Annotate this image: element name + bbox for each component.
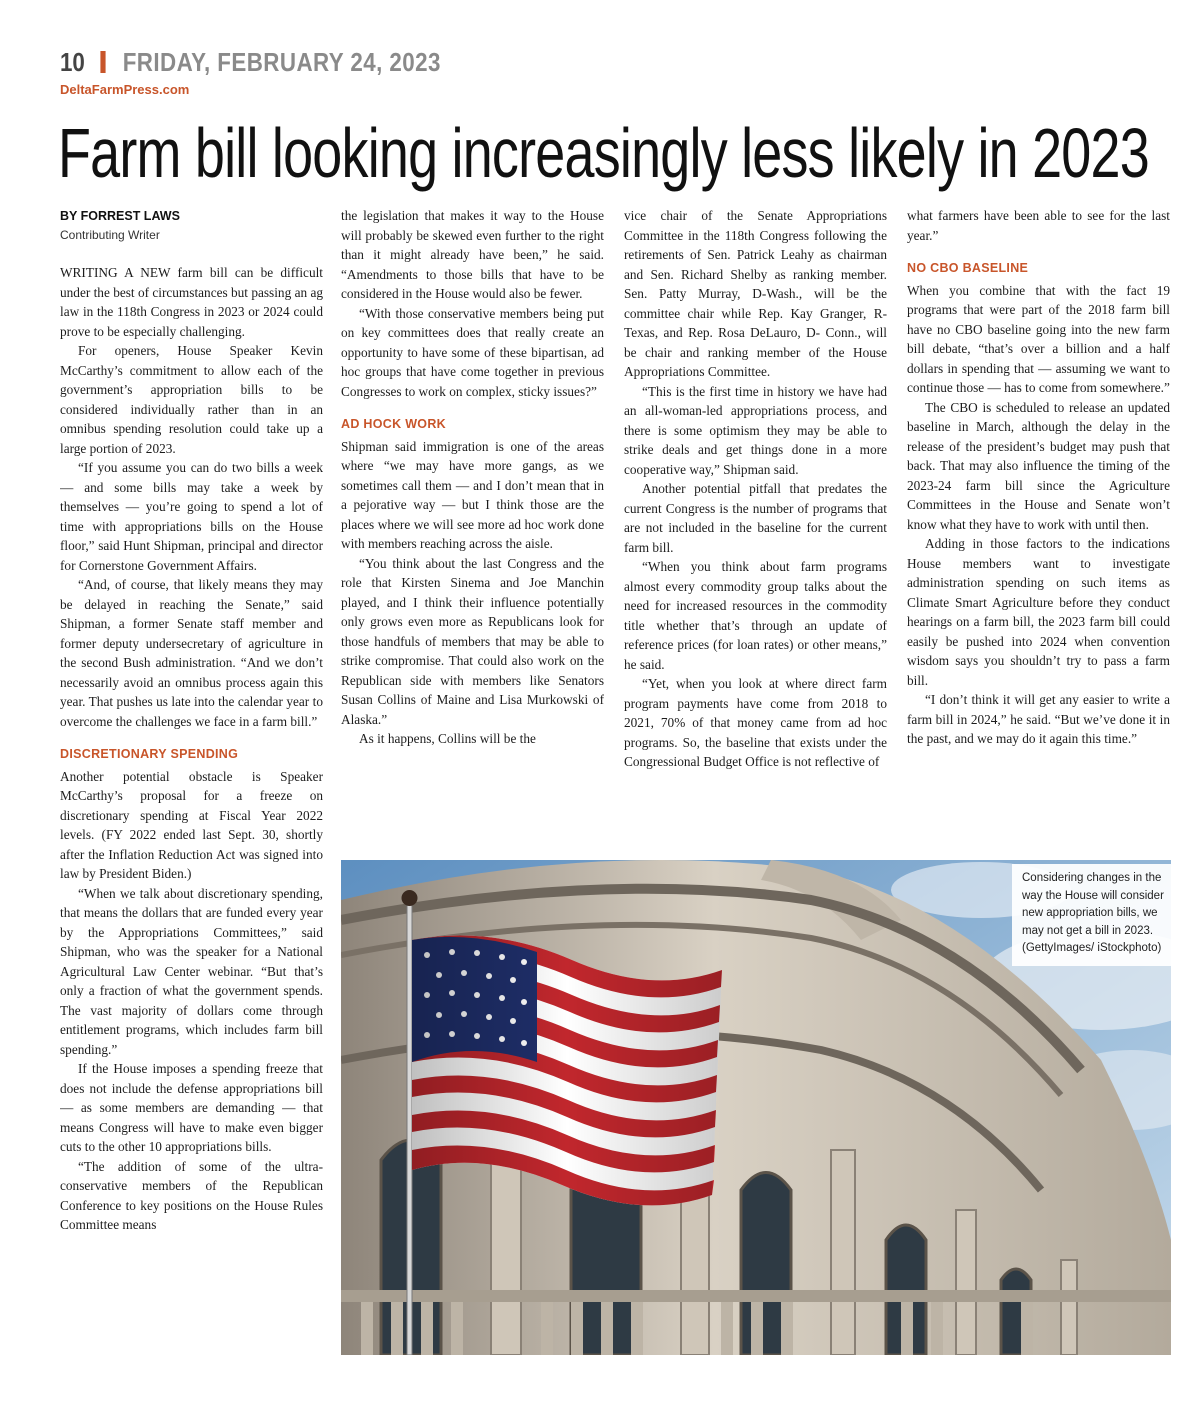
paragraph: “You think about the last Congress and the role that Kirsten Sinema and Joe Manchin played, and I think their influence potentially only grows even more as Republicans look for those handfuls of members that may be able to strike compromise. That could also work on the Republican side with members like Senators Susan Collins of Maine and Lisa Murkowski of Alaska.” bbox=[341, 555, 604, 727]
article-column-3 bbox=[624, 206, 887, 856]
paragraph: “When we talk about discretionary spending, that means the dollars that are funded every year by the Appropriations Committees,” said Shipman, who was the speaker for a National Agricultural Law Center webinar. “But that’s only a fraction of what the government spends. The vast majority of dollars come through entitlement programs, which includes farm bill spending.” bbox=[60, 885, 323, 1057]
paragraph: the legislation that makes it way to the House will probably be skewed even further to the right than it might already have been,” he said. “Amendments to those bills that have to be considered in the House would also be fewer. bbox=[341, 208, 604, 301]
issue-date: FRIDAY, FEBRUARY 24, 2023 bbox=[122, 46, 441, 77]
paragraph: Shipman said immigration is one of the areas where “we may have more gangs, as we sometimes call them — and I don’t mean that in a pejorative way — but I think those are the places where we will see more ad hoc work done with members reaching across the aisle. bbox=[341, 438, 604, 551]
paragraph: WRITING A NEW farm bill can be difficult under the best of circumstances but passing an ag law in the 118th Congress in 2023 or 2024 could prove to be especially challenging. bbox=[60, 265, 323, 339]
article-column-2 bbox=[341, 206, 604, 856]
paragraph: “Yet, when you look at where direct farm program payments have come from 2018 to 2021, 70% of that money came from ad hoc programs. So, the baseline that exists under the Congressional Budget Office is not reflective of bbox=[624, 676, 887, 769]
paragraph: “The addition of some of the ultra-conservative members of the Republican Conference to key positions on the House Rules Committee means bbox=[60, 1158, 323, 1232]
page-number: 10 bbox=[60, 46, 85, 77]
paragraph: “And, of course, that likely means they may be delayed in reaching the Senate,” said Shipman, a former Senate staff member and former deputy undersecretary of agriculture in the second Bush administration. “And we don’t necessarily avoid an omnibus process again this year. That pushes us late into the calendar year to overcome the challenges we face in a farm bill.” bbox=[60, 577, 323, 729]
subhead-discretionary-spending: DISCRETIONARY SPENDING bbox=[60, 747, 239, 761]
paragraph: When you combine that with the fact 19 programs that were part of the 2018 farm bill have no CBO baseline going into the new farm bill debate, “that’s over a billion and a half dollars in spending that — assuming we want to continue those — has to come from somewhere.” bbox=[907, 282, 1170, 395]
article-column-4 bbox=[907, 206, 1170, 856]
subhead-no-cbo-baseline: NO CBO BASELINE bbox=[907, 261, 1029, 275]
paragraph: The CBO is scheduled to release an updated baseline in March, although the delay in the release of the president’s budget may push that back. That may also influence the timing of the 2023-24 farm bill since the Agriculture Committees in the House and Senate won’t know what they have to work with until then. bbox=[907, 399, 1170, 532]
paragraph: Another potential pitfall that predates the current Congress is the number of programs that are not included in the baseline for the current farm bill. bbox=[624, 481, 887, 555]
byline-author: BY FORREST LAWS bbox=[60, 209, 180, 223]
paragraph: For openers, House Speaker Kevin McCarthy’s commitment to allow each of the government’s appropriation bills to be considered individually rather than in an omnibus spending resolution could take up a large portion of 2023. bbox=[60, 343, 323, 456]
byline-role: Contributing Writer bbox=[60, 228, 160, 242]
paragraph: “With those conservative members being put on key committees does that really create an opportunity to have some of these bipartisan, ad hoc groups that have come together in previous Congresses to work on complex, sticky issues?” bbox=[341, 305, 604, 399]
paragraph: “I don’t think it will get any easier to write a farm bill in 2024,” he said. “But we’ve done it in the past, and we may do it again this time.” bbox=[907, 692, 1170, 746]
paragraph: “This is the first time in history we have had an all-woman-led appropriations process, and there is some optimism they may be able to strike deals and get things done in a more cooperative way,” Shipman said. bbox=[624, 383, 887, 477]
folio-divider bbox=[100, 51, 105, 73]
subhead-ad-hock-work: AD HOCK WORK bbox=[341, 417, 446, 431]
article-column-1 bbox=[60, 263, 323, 1363]
paragraph: what farmers have been able to see for the last year.” bbox=[907, 208, 1170, 243]
paragraph: Another potential obstacle is Speaker McCarthy’s proposal for a freeze on discretionary spending at Fiscal Year 2022 levels. (FY 2022 ended last Sept. 30, shortly after the Inflation Reduction Act was signed into law by President Biden.) bbox=[60, 768, 323, 881]
paragraph: Adding in those factors to the indications House members want to investigate administration spending on such items as Climate Smart Agriculture before they conduct hearings on a farm bill, the 2023 farm bill could easily be pushed into 2024 when convention wisdom says you shouldn’t try to pass a farm bill. bbox=[907, 536, 1170, 688]
site-link[interactable]: DeltaFarmPress.com bbox=[60, 82, 190, 97]
paragraph: As it happens, Collins will be the bbox=[359, 731, 536, 746]
paragraph: “If you assume you can do two bills a week — and some bills may take a week by themselves — you’re going to spend a lot of time with appropriations bills on the House floor,” said Hunt Shipman, principal and director for Cornerstone Government Affairs. bbox=[60, 460, 323, 573]
paragraph: vice chair of the Senate Appropriations Committee in the 118th Congress following the retirements of Sen. Patrick Leahy as chairman and Sen. Richard Shelby as ranking member. Sen. Patty Murray, D-Wash., will be the committee chair while Rep. Kay Granger, R-Texas, and Rep. Rosa DeLauro, D- Conn., will be chair and ranking member of the House Appropriations Committee. bbox=[624, 208, 887, 379]
paragraph: “When you think about farm programs almost every commodity group talks about the need for increased resources in the commodity title whether that’s through an update of reference prices (for loan rates) or other means,” he said. bbox=[624, 559, 887, 672]
paragraph: If the House imposes a spending freeze that does not include the defense appropriations bill — as some members are demanding — that means Congress will have to make even bigger cuts to the other 10 appropriations bills. bbox=[60, 1061, 323, 1154]
folio bbox=[60, 46, 441, 78]
headline: Farm bill looking increasingly less likely in 2023 bbox=[58, 114, 1149, 192]
photo-caption: Considering changes in the way the House will consider new appropriation bills, we may not get a bill in 2023. (GettyImages/ iStockphoto) bbox=[1012, 864, 1178, 966]
